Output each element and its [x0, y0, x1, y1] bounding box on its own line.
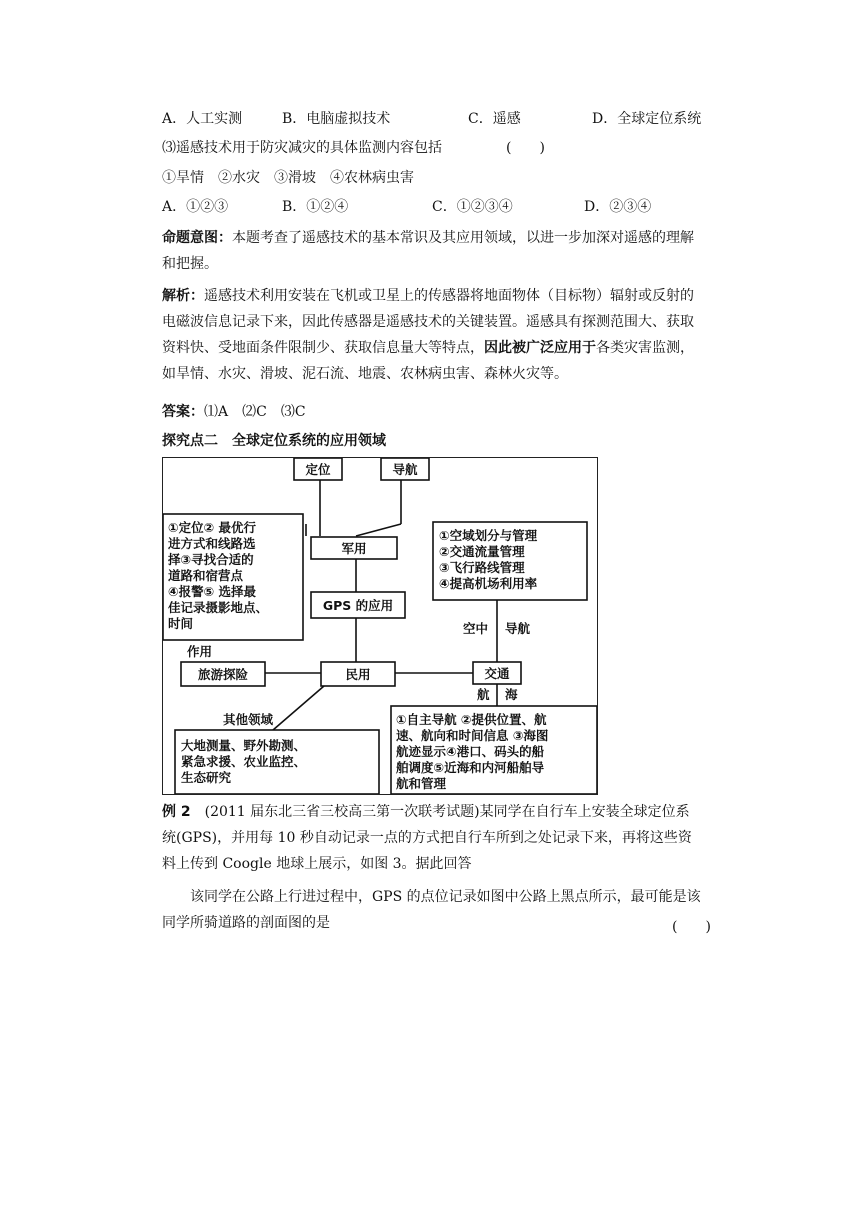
diagram-svg — [163, 458, 597, 794]
sea-box-line: 舶调度⑤近海和内河船舶导 — [396, 760, 545, 775]
q3-option-b: B．①②④ — [282, 199, 349, 215]
question-text: 该同学在公路上行进过程中，GPS 的点位记录如图中公路上黑点所示，最可能是该同学所骑道路的剖面图的是 — [162, 889, 701, 931]
q2-option-c: C．遥感 — [468, 111, 521, 127]
analysis-paragraph — [162, 283, 702, 387]
intent-text: 本题考查了遥感技术的基本常识及其应用领域，以进一步加深对遥感的理解和把握。 — [162, 230, 694, 272]
answer-label: 答案： — [162, 404, 204, 420]
q3-items: ①旱情 ②水灾 ③滑坡 ④农林病虫害 — [162, 170, 414, 186]
air-box-line: ②交通流量管理 — [439, 544, 525, 559]
answer-text: ⑴A ⑵C ⑶C — [204, 404, 306, 420]
intent-label: 命题意图： — [162, 230, 232, 246]
other-box-line: 大地测量、野外勘测、 — [181, 738, 307, 753]
q3-stem-row — [162, 138, 545, 158]
left-box-line: 佳记录摄影地点、 — [168, 600, 269, 615]
edge-civil-other — [273, 686, 324, 730]
center-label: GPS 的应用 — [322, 598, 394, 613]
traffic-label: 交通 — [484, 666, 510, 681]
air-box-line: ④提高机场利用率 — [439, 576, 538, 591]
q2-option-a: A．人工实测 — [162, 111, 243, 127]
question-answer-paren: ( ) — [672, 919, 711, 935]
sea-box-line: 航迹显示④港口、码头的船 — [396, 744, 545, 759]
navigate-label: 导航 — [392, 462, 418, 477]
q2-options-row — [162, 109, 701, 129]
other-label: 其他领域 — [223, 712, 274, 727]
air-nav-label: 导航 — [505, 621, 531, 636]
q3-option-c: C．①②③④ — [432, 199, 513, 215]
sea-box-line: 航和管理 — [396, 776, 447, 791]
sea-box-line: ①自主导航 ②提供位置、航 — [396, 712, 547, 727]
gps-application-diagram — [162, 457, 598, 795]
left-box-line: 进方式和线路选 — [168, 536, 256, 551]
air-box-line: ①空域划分与管理 — [439, 528, 538, 543]
q3-stem: ⑶遥感技术用于防灾减灾的具体监测内容包括 — [162, 140, 442, 156]
q2-option-b: B．电脑虚拟技术 — [282, 111, 391, 127]
military-label: 军用 — [341, 541, 367, 556]
section-title: 探究点二 全球定位系统的应用领域 — [162, 433, 386, 449]
locate-label: 定位 — [305, 462, 331, 477]
example-paragraph — [162, 799, 702, 877]
question-paragraph — [162, 884, 702, 936]
q3-option-d: D．②③④ — [584, 199, 652, 215]
left-box-line: 道路和宿营点 — [168, 568, 244, 583]
edge-navigate-military — [356, 524, 401, 536]
analysis-text-2: 各类灾害监测，如旱情、水灾、滑坡、泥石流、地震、农林病虫害、森林火灾等。 — [162, 340, 694, 382]
left-box-line: ①定位② 最优行 — [168, 520, 257, 535]
left-box-line: 时间 — [168, 616, 194, 631]
example-label: 例 2 — [162, 804, 191, 820]
air-box-line: ③飞行路线管理 — [439, 560, 525, 575]
left-box-line: 择③寻找合适的 — [168, 552, 254, 567]
answer-row — [162, 402, 306, 422]
intent-paragraph — [162, 225, 702, 277]
q2-option-d: D．全球定位系统 — [592, 111, 702, 127]
sea-label-1: 航 — [477, 687, 490, 702]
civil-label: 民用 — [345, 667, 371, 682]
left-box-line: ④报警⑤ 选择最 — [168, 584, 257, 599]
role-label: 作用 — [187, 644, 213, 659]
tourism-label: 旅游探险 — [197, 667, 249, 682]
sea-label-2: 海 — [505, 687, 518, 702]
sea-box-line: 速、航向和时间信息 ③海图 — [396, 728, 549, 743]
air-label: 空中 — [463, 621, 489, 636]
q3-answer-paren: ( ) — [506, 140, 545, 156]
other-box-line: 紧急求援、农业监控、 — [181, 754, 307, 769]
q3-option-a: A．①②③ — [162, 199, 229, 215]
q3-options-row — [162, 197, 651, 217]
analysis-bold-text: 因此被广泛应用于 — [484, 340, 596, 356]
analysis-text-1: 遥感技术利用安装在飞机或卫星上的传感器将地面物体（目标物）辐射或反射的电磁波信息记录下来，因此传感器是遥感技术的关键装置。遥感具有探测范围大、获取资料快、受地面条件限制少、获取信息量大等特点， — [162, 288, 694, 356]
analysis-label: 解析： — [162, 288, 204, 304]
other-box-line: 生态研究 — [181, 770, 232, 785]
example-text: (2011 届东北三省三校高三第一次联考试题)某同学在自行车上安装全球定位系统(GPS)，并用每 10 秒自动记录一点的方式把自行车所到之处记录下来，再将这些资料上传到 Coogle 地球上展示，如图 3。据此回答 — [162, 804, 692, 872]
